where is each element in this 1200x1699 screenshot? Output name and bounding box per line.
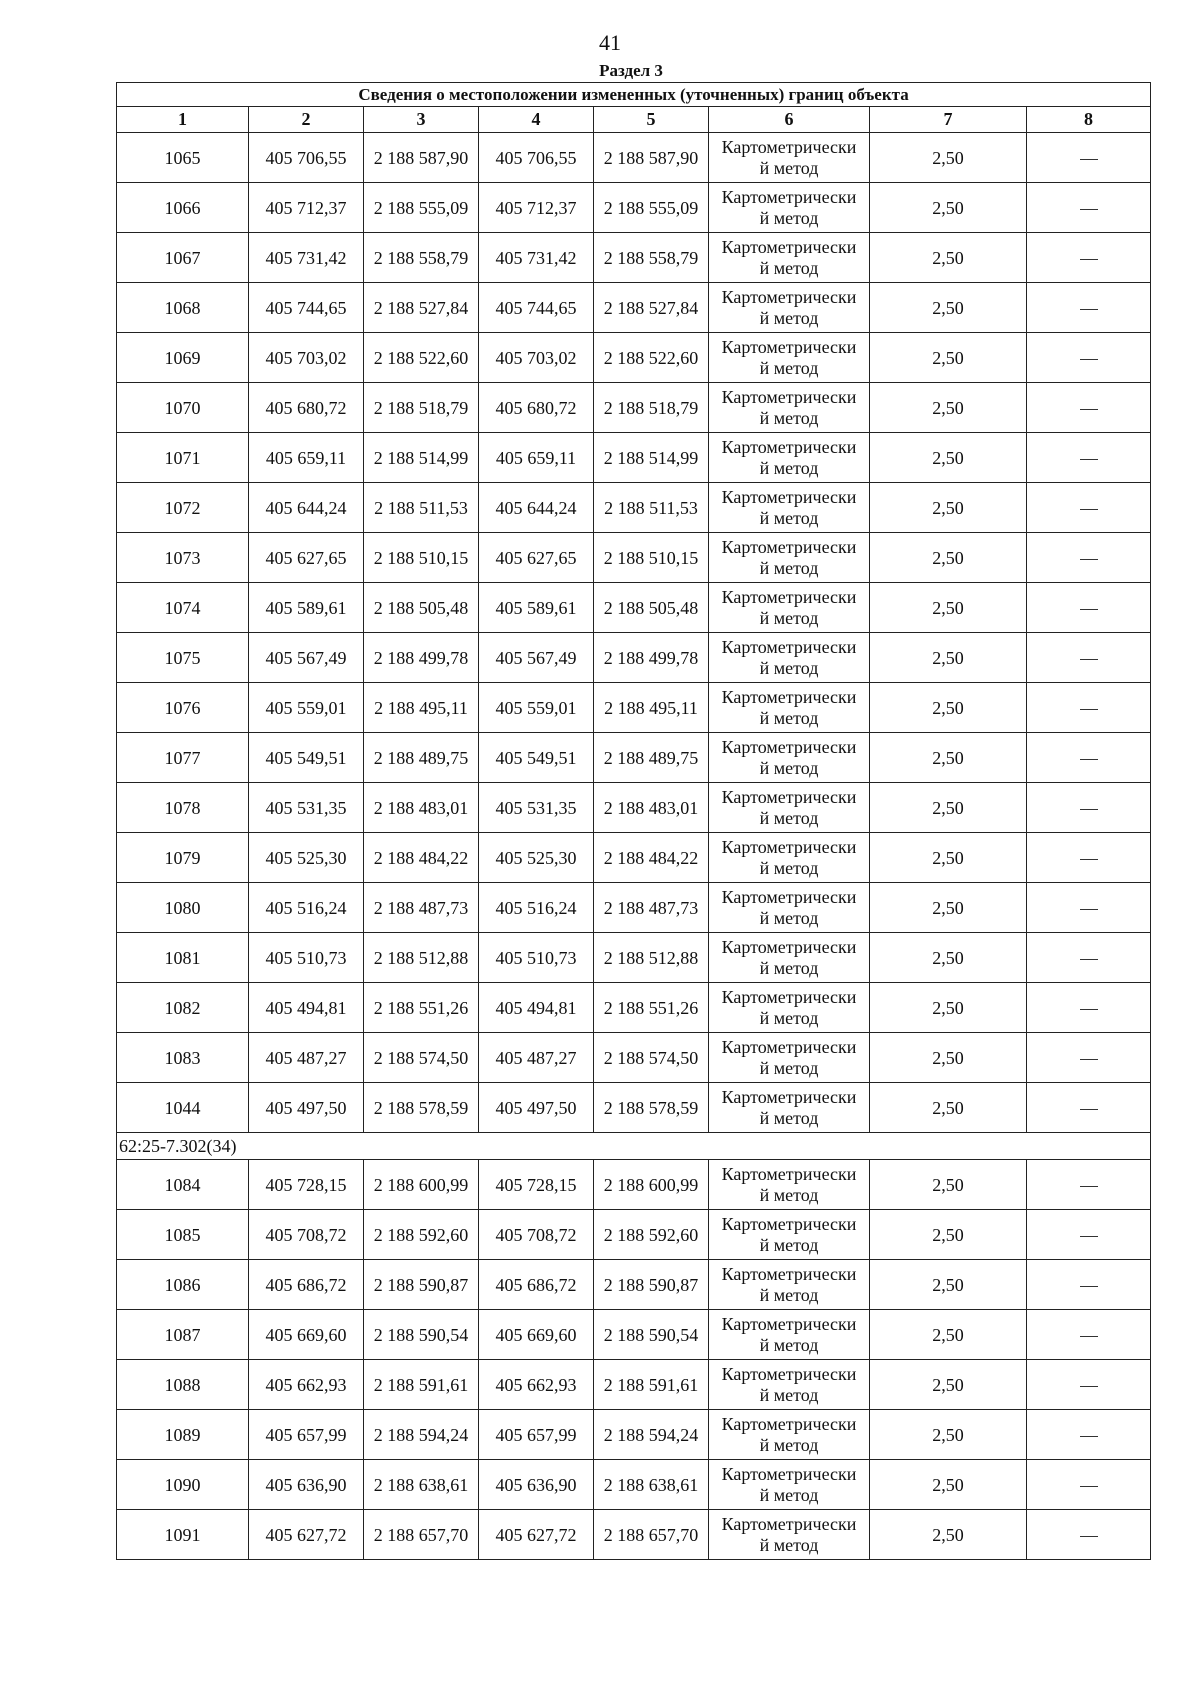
y-coordinate-cell: 2 188 511,53 bbox=[364, 483, 479, 533]
table-row bbox=[117, 683, 1151, 733]
y-coordinate-cell: 2 188 638,61 bbox=[594, 1460, 709, 1510]
y-coordinate-cell: 2 188 600,99 bbox=[364, 1160, 479, 1210]
point-number-cell: 1084 bbox=[117, 1160, 249, 1210]
x-coordinate-cell: 405 659,11 bbox=[479, 433, 594, 483]
x-coordinate-cell: 405 706,55 bbox=[249, 133, 364, 183]
x-coordinate-cell: 405 627,72 bbox=[479, 1510, 594, 1560]
table-row bbox=[117, 1460, 1151, 1510]
dash-mark bbox=[1080, 809, 1098, 810]
x-coordinate-cell: 405 549,51 bbox=[479, 733, 594, 783]
point-number-cell: 1078 bbox=[117, 783, 249, 833]
accuracy-cell: 2,50 bbox=[870, 383, 1027, 433]
dash-mark bbox=[1080, 459, 1098, 460]
page-number: 41 bbox=[599, 30, 621, 55]
x-coordinate-cell: 405 669,60 bbox=[249, 1310, 364, 1360]
y-coordinate-cell: 2 188 657,70 bbox=[594, 1510, 709, 1560]
accuracy-cell: 2,50 bbox=[870, 533, 1027, 583]
method-cell: Картометрически й метод bbox=[709, 133, 870, 183]
y-coordinate-cell: 2 188 512,88 bbox=[364, 933, 479, 983]
description-cell bbox=[1027, 1160, 1151, 1210]
y-coordinate-cell: 2 188 590,54 bbox=[364, 1310, 479, 1360]
y-coordinate-cell: 2 188 499,78 bbox=[364, 633, 479, 683]
dash-mark bbox=[1080, 609, 1098, 610]
table-row bbox=[117, 433, 1151, 483]
x-coordinate-cell: 405 644,24 bbox=[249, 483, 364, 533]
method-cell: Картометрически й метод bbox=[709, 1410, 870, 1460]
x-coordinate-cell: 405 510,73 bbox=[249, 933, 364, 983]
x-coordinate-cell: 405 708,72 bbox=[249, 1210, 364, 1260]
table-row bbox=[117, 183, 1151, 233]
description-cell bbox=[1027, 1510, 1151, 1560]
x-coordinate-cell: 405 703,02 bbox=[479, 333, 594, 383]
point-number-cell: 1070 bbox=[117, 383, 249, 433]
y-coordinate-cell: 2 188 495,11 bbox=[594, 683, 709, 733]
table-row bbox=[117, 583, 1151, 633]
point-number-cell: 1082 bbox=[117, 983, 249, 1033]
method-cell: Картометрически й метод bbox=[709, 683, 870, 733]
method-cell: Картометрически й метод bbox=[709, 1360, 870, 1410]
point-number-cell: 1076 bbox=[117, 683, 249, 733]
section-title: Раздел 3 bbox=[599, 61, 663, 80]
y-coordinate-cell: 2 188 638,61 bbox=[364, 1460, 479, 1510]
x-coordinate-cell: 405 516,24 bbox=[479, 883, 594, 933]
description-cell bbox=[1027, 983, 1151, 1033]
y-coordinate-cell: 2 188 511,53 bbox=[594, 483, 709, 533]
dash-mark bbox=[1080, 559, 1098, 560]
description-cell bbox=[1027, 883, 1151, 933]
accuracy-cell: 2,50 bbox=[870, 983, 1027, 1033]
method-cell: Картометрически й метод bbox=[709, 983, 870, 1033]
column-number: 4 bbox=[479, 107, 594, 133]
dash-mark bbox=[1080, 309, 1098, 310]
description-cell bbox=[1027, 733, 1151, 783]
description-cell bbox=[1027, 683, 1151, 733]
y-coordinate-cell: 2 188 555,09 bbox=[594, 183, 709, 233]
description-cell bbox=[1027, 583, 1151, 633]
x-coordinate-cell: 405 657,99 bbox=[249, 1410, 364, 1460]
accuracy-cell: 2,50 bbox=[870, 633, 1027, 683]
accuracy-cell: 2,50 bbox=[870, 933, 1027, 983]
x-coordinate-cell: 405 525,30 bbox=[249, 833, 364, 883]
group-separator bbox=[117, 1133, 1151, 1160]
method-cell: Картометрически й метод bbox=[709, 533, 870, 583]
y-coordinate-cell: 2 188 483,01 bbox=[594, 783, 709, 833]
x-coordinate-cell: 405 510,73 bbox=[479, 933, 594, 983]
y-coordinate-cell: 2 188 591,61 bbox=[594, 1360, 709, 1410]
x-coordinate-cell: 405 494,81 bbox=[249, 983, 364, 1033]
dash-mark bbox=[1080, 159, 1098, 160]
dash-mark bbox=[1080, 1436, 1098, 1437]
method-cell: Картометрически й метод bbox=[709, 733, 870, 783]
dash-mark bbox=[1080, 1486, 1098, 1487]
method-cell: Картометрически й метод bbox=[709, 383, 870, 433]
description-cell bbox=[1027, 483, 1151, 533]
y-coordinate-cell: 2 188 594,24 bbox=[594, 1410, 709, 1460]
table-row bbox=[117, 733, 1151, 783]
description-cell bbox=[1027, 1033, 1151, 1083]
x-coordinate-cell: 405 744,65 bbox=[479, 283, 594, 333]
method-cell: Картометрически й метод bbox=[709, 1083, 870, 1133]
y-coordinate-cell: 2 188 522,60 bbox=[594, 333, 709, 383]
table-body-group-b bbox=[117, 1160, 1151, 1560]
dash-mark bbox=[1080, 1236, 1098, 1237]
point-number-cell: 1083 bbox=[117, 1033, 249, 1083]
method-cell: Картометрически й метод bbox=[709, 333, 870, 383]
table-row bbox=[117, 1160, 1151, 1210]
dash-mark bbox=[1080, 1009, 1098, 1010]
accuracy-cell: 2,50 bbox=[870, 1360, 1027, 1410]
x-coordinate-cell: 405 728,15 bbox=[479, 1160, 594, 1210]
accuracy-cell: 2,50 bbox=[870, 1410, 1027, 1460]
dash-mark bbox=[1080, 1186, 1098, 1187]
point-number-cell: 1074 bbox=[117, 583, 249, 633]
x-coordinate-cell: 405 731,42 bbox=[479, 233, 594, 283]
y-coordinate-cell: 2 188 510,15 bbox=[594, 533, 709, 583]
y-coordinate-cell: 2 188 495,11 bbox=[364, 683, 479, 733]
accuracy-cell: 2,50 bbox=[870, 1510, 1027, 1560]
description-cell bbox=[1027, 1460, 1151, 1510]
table-body-group-a bbox=[117, 133, 1151, 1133]
dash-mark bbox=[1080, 1286, 1098, 1287]
point-number-cell: 1091 bbox=[117, 1510, 249, 1560]
accuracy-cell: 2,50 bbox=[870, 183, 1027, 233]
table-row bbox=[117, 1083, 1151, 1133]
x-coordinate-cell: 405 669,60 bbox=[479, 1310, 594, 1360]
point-number-cell: 1079 bbox=[117, 833, 249, 883]
column-number: 1 bbox=[117, 107, 249, 133]
y-coordinate-cell: 2 188 555,09 bbox=[364, 183, 479, 233]
point-number-cell: 1086 bbox=[117, 1260, 249, 1310]
dash-mark bbox=[1080, 909, 1098, 910]
accuracy-cell: 2,50 bbox=[870, 583, 1027, 633]
x-coordinate-cell: 405 627,65 bbox=[479, 533, 594, 583]
point-number-cell: 1080 bbox=[117, 883, 249, 933]
point-number-cell: 1087 bbox=[117, 1310, 249, 1360]
table-row bbox=[117, 833, 1151, 883]
dash-mark bbox=[1080, 1109, 1098, 1110]
method-cell: Картометрически й метод bbox=[709, 883, 870, 933]
x-coordinate-cell: 405 662,93 bbox=[249, 1360, 364, 1410]
table-row bbox=[117, 633, 1151, 683]
y-coordinate-cell: 2 188 505,48 bbox=[364, 583, 479, 633]
description-cell bbox=[1027, 1410, 1151, 1460]
method-cell: Картометрически й метод bbox=[709, 1510, 870, 1560]
method-cell: Картометрически й метод bbox=[709, 1460, 870, 1510]
point-number-cell: 1089 bbox=[117, 1410, 249, 1460]
method-cell: Картометрически й метод bbox=[709, 483, 870, 533]
method-cell: Картометрически й метод bbox=[709, 783, 870, 833]
y-coordinate-cell: 2 188 590,87 bbox=[364, 1260, 479, 1310]
description-cell bbox=[1027, 333, 1151, 383]
y-coordinate-cell: 2 188 590,54 bbox=[594, 1310, 709, 1360]
accuracy-cell: 2,50 bbox=[870, 683, 1027, 733]
dash-mark bbox=[1080, 509, 1098, 510]
y-coordinate-cell: 2 188 594,24 bbox=[364, 1410, 479, 1460]
point-number-cell: 1067 bbox=[117, 233, 249, 283]
description-cell bbox=[1027, 433, 1151, 483]
y-coordinate-cell: 2 188 591,61 bbox=[364, 1360, 479, 1410]
accuracy-cell: 2,50 bbox=[870, 1160, 1027, 1210]
method-cell: Картометрически й метод bbox=[709, 1160, 870, 1210]
y-coordinate-cell: 2 188 489,75 bbox=[594, 733, 709, 783]
y-coordinate-cell: 2 188 527,84 bbox=[594, 283, 709, 333]
column-number: 6 bbox=[709, 107, 870, 133]
accuracy-cell: 2,50 bbox=[870, 133, 1027, 183]
table-row bbox=[117, 933, 1151, 983]
y-coordinate-cell: 2 188 499,78 bbox=[594, 633, 709, 683]
table-row bbox=[117, 133, 1151, 183]
description-cell bbox=[1027, 1310, 1151, 1360]
table-row bbox=[117, 383, 1151, 433]
y-coordinate-cell: 2 188 514,99 bbox=[364, 433, 479, 483]
x-coordinate-cell: 405 567,49 bbox=[249, 633, 364, 683]
y-coordinate-cell: 2 188 551,26 bbox=[364, 983, 479, 1033]
accuracy-cell: 2,50 bbox=[870, 833, 1027, 883]
y-coordinate-cell: 2 188 483,01 bbox=[364, 783, 479, 833]
description-cell bbox=[1027, 233, 1151, 283]
x-coordinate-cell: 405 686,72 bbox=[249, 1260, 364, 1310]
dash-mark bbox=[1080, 409, 1098, 410]
x-coordinate-cell: 405 636,90 bbox=[249, 1460, 364, 1510]
table-row bbox=[117, 283, 1151, 333]
column-number: 2 bbox=[249, 107, 364, 133]
x-coordinate-cell: 405 589,61 bbox=[479, 583, 594, 633]
point-number-cell: 1088 bbox=[117, 1360, 249, 1410]
x-coordinate-cell: 405 712,37 bbox=[479, 183, 594, 233]
y-coordinate-cell: 2 188 484,22 bbox=[364, 833, 479, 883]
description-cell bbox=[1027, 183, 1151, 233]
accuracy-cell: 2,50 bbox=[870, 1083, 1027, 1133]
group-label: 62:25-7.302(34) bbox=[117, 1133, 1151, 1160]
column-number: 8 bbox=[1027, 107, 1151, 133]
column-number: 3 bbox=[364, 107, 479, 133]
accuracy-cell: 2,50 bbox=[870, 283, 1027, 333]
accuracy-cell: 2,50 bbox=[870, 1260, 1027, 1310]
y-coordinate-cell: 2 188 592,60 bbox=[594, 1210, 709, 1260]
x-coordinate-cell: 405 728,15 bbox=[249, 1160, 364, 1210]
dash-mark bbox=[1080, 659, 1098, 660]
x-coordinate-cell: 405 525,30 bbox=[479, 833, 594, 883]
description-cell bbox=[1027, 783, 1151, 833]
x-coordinate-cell: 405 531,35 bbox=[249, 783, 364, 833]
x-coordinate-cell: 405 549,51 bbox=[249, 733, 364, 783]
dash-mark bbox=[1080, 1336, 1098, 1337]
description-cell bbox=[1027, 383, 1151, 433]
description-cell bbox=[1027, 1083, 1151, 1133]
y-coordinate-cell: 2 188 587,90 bbox=[594, 133, 709, 183]
accuracy-cell: 2,50 bbox=[870, 1210, 1027, 1260]
x-coordinate-cell: 405 703,02 bbox=[249, 333, 364, 383]
table-row bbox=[117, 883, 1151, 933]
y-coordinate-cell: 2 188 510,15 bbox=[364, 533, 479, 583]
dash-mark bbox=[1080, 959, 1098, 960]
point-number-cell: 1069 bbox=[117, 333, 249, 383]
x-coordinate-cell: 405 644,24 bbox=[479, 483, 594, 533]
x-coordinate-cell: 405 708,72 bbox=[479, 1210, 594, 1260]
y-coordinate-cell: 2 188 505,48 bbox=[594, 583, 709, 633]
method-cell: Картометрически й метод bbox=[709, 933, 870, 983]
method-cell: Картометрически й метод bbox=[709, 583, 870, 633]
point-number-cell: 1081 bbox=[117, 933, 249, 983]
description-cell bbox=[1027, 1210, 1151, 1260]
x-coordinate-cell: 405 636,90 bbox=[479, 1460, 594, 1510]
point-number-cell: 1090 bbox=[117, 1460, 249, 1510]
y-coordinate-cell: 2 188 558,79 bbox=[594, 233, 709, 283]
table-row bbox=[117, 1033, 1151, 1083]
point-number-cell: 1065 bbox=[117, 133, 249, 183]
y-coordinate-cell: 2 188 578,59 bbox=[594, 1083, 709, 1133]
dash-mark bbox=[1080, 1536, 1098, 1537]
y-coordinate-cell: 2 188 574,50 bbox=[594, 1033, 709, 1083]
table-row bbox=[117, 233, 1151, 283]
x-coordinate-cell: 405 497,50 bbox=[479, 1083, 594, 1133]
y-coordinate-cell: 2 188 489,75 bbox=[364, 733, 479, 783]
method-cell: Картометрически й метод bbox=[709, 1033, 870, 1083]
description-cell bbox=[1027, 133, 1151, 183]
point-number-cell: 1085 bbox=[117, 1210, 249, 1260]
x-coordinate-cell: 405 494,81 bbox=[479, 983, 594, 1033]
x-coordinate-cell: 405 497,50 bbox=[249, 1083, 364, 1133]
point-number-cell: 1068 bbox=[117, 283, 249, 333]
x-coordinate-cell: 405 659,11 bbox=[249, 433, 364, 483]
method-cell: Картометрически й метод bbox=[709, 183, 870, 233]
y-coordinate-cell: 2 188 522,60 bbox=[364, 333, 479, 383]
y-coordinate-cell: 2 188 592,60 bbox=[364, 1210, 479, 1260]
description-cell bbox=[1027, 1360, 1151, 1410]
accuracy-cell: 2,50 bbox=[870, 433, 1027, 483]
dash-mark bbox=[1080, 209, 1098, 210]
table-row bbox=[117, 1360, 1151, 1410]
column-number: 7 bbox=[870, 107, 1027, 133]
description-cell bbox=[1027, 533, 1151, 583]
method-cell: Картометрически й метод bbox=[709, 433, 870, 483]
x-coordinate-cell: 405 559,01 bbox=[479, 683, 594, 733]
point-number-cell: 1066 bbox=[117, 183, 249, 233]
method-cell: Картометрически й метод bbox=[709, 1260, 870, 1310]
method-cell: Картометрически й метод bbox=[709, 633, 870, 683]
x-coordinate-cell: 405 531,35 bbox=[479, 783, 594, 833]
accuracy-cell: 2,50 bbox=[870, 1310, 1027, 1360]
y-coordinate-cell: 2 188 487,73 bbox=[364, 883, 479, 933]
dash-mark bbox=[1080, 1059, 1098, 1060]
x-coordinate-cell: 405 627,65 bbox=[249, 533, 364, 583]
x-coordinate-cell: 405 706,55 bbox=[479, 133, 594, 183]
description-cell bbox=[1027, 833, 1151, 883]
y-coordinate-cell: 2 188 527,84 bbox=[364, 283, 479, 333]
table-row bbox=[117, 333, 1151, 383]
point-number-cell: 1073 bbox=[117, 533, 249, 583]
accuracy-cell: 2,50 bbox=[870, 333, 1027, 383]
boundary-coordinates-table bbox=[116, 82, 1151, 1560]
accuracy-cell: 2,50 bbox=[870, 783, 1027, 833]
y-coordinate-cell: 2 188 590,87 bbox=[594, 1260, 709, 1310]
table-row bbox=[117, 983, 1151, 1033]
x-coordinate-cell: 405 589,61 bbox=[249, 583, 364, 633]
accuracy-cell: 2,50 bbox=[870, 1033, 1027, 1083]
y-coordinate-cell: 2 188 587,90 bbox=[364, 133, 479, 183]
point-number-cell: 1077 bbox=[117, 733, 249, 783]
table-row bbox=[117, 533, 1151, 583]
method-cell: Картометрически й метод bbox=[709, 233, 870, 283]
y-coordinate-cell: 2 188 558,79 bbox=[364, 233, 479, 283]
dash-mark bbox=[1080, 1386, 1098, 1387]
point-number-cell: 1044 bbox=[117, 1083, 249, 1133]
method-cell: Картометрически й метод bbox=[709, 283, 870, 333]
y-coordinate-cell: 2 188 518,79 bbox=[364, 383, 479, 433]
y-coordinate-cell: 2 188 487,73 bbox=[594, 883, 709, 933]
x-coordinate-cell: 405 516,24 bbox=[249, 883, 364, 933]
description-cell bbox=[1027, 933, 1151, 983]
y-coordinate-cell: 2 188 512,88 bbox=[594, 933, 709, 983]
y-coordinate-cell: 2 188 574,50 bbox=[364, 1033, 479, 1083]
method-cell: Картометрически й метод bbox=[709, 1210, 870, 1260]
accuracy-cell: 2,50 bbox=[870, 1460, 1027, 1510]
table-row bbox=[117, 1510, 1151, 1560]
point-number-cell: 1075 bbox=[117, 633, 249, 683]
accuracy-cell: 2,50 bbox=[870, 733, 1027, 783]
point-number-cell: 1071 bbox=[117, 433, 249, 483]
x-coordinate-cell: 405 559,01 bbox=[249, 683, 364, 733]
y-coordinate-cell: 2 188 657,70 bbox=[364, 1510, 479, 1560]
y-coordinate-cell: 2 188 518,79 bbox=[594, 383, 709, 433]
description-cell bbox=[1027, 633, 1151, 683]
table-row bbox=[117, 1210, 1151, 1260]
y-coordinate-cell: 2 188 600,99 bbox=[594, 1160, 709, 1210]
x-coordinate-cell: 405 712,37 bbox=[249, 183, 364, 233]
table-caption: Сведения о местоположении измененных (уточненных) границ объекта bbox=[117, 83, 1151, 107]
y-coordinate-cell: 2 188 578,59 bbox=[364, 1083, 479, 1133]
y-coordinate-cell: 2 188 551,26 bbox=[594, 983, 709, 1033]
x-coordinate-cell: 405 680,72 bbox=[249, 383, 364, 433]
x-coordinate-cell: 405 744,65 bbox=[249, 283, 364, 333]
table-row bbox=[117, 1310, 1151, 1360]
dash-mark bbox=[1080, 859, 1098, 860]
dash-mark bbox=[1080, 759, 1098, 760]
accuracy-cell: 2,50 bbox=[870, 483, 1027, 533]
x-coordinate-cell: 405 731,42 bbox=[249, 233, 364, 283]
accuracy-cell: 2,50 bbox=[870, 883, 1027, 933]
dash-mark bbox=[1080, 359, 1098, 360]
method-cell: Картометрически й метод bbox=[709, 833, 870, 883]
y-coordinate-cell: 2 188 484,22 bbox=[594, 833, 709, 883]
accuracy-cell: 2,50 bbox=[870, 233, 1027, 283]
description-cell bbox=[1027, 1260, 1151, 1310]
x-coordinate-cell: 405 487,27 bbox=[479, 1033, 594, 1083]
table-row bbox=[117, 1410, 1151, 1460]
x-coordinate-cell: 405 680,72 bbox=[479, 383, 594, 433]
method-cell: Картометрически й метод bbox=[709, 1310, 870, 1360]
table-row bbox=[117, 1260, 1151, 1310]
dash-mark bbox=[1080, 259, 1098, 260]
description-cell bbox=[1027, 283, 1151, 333]
column-number: 5 bbox=[594, 107, 709, 133]
x-coordinate-cell: 405 487,27 bbox=[249, 1033, 364, 1083]
x-coordinate-cell: 405 662,93 bbox=[479, 1360, 594, 1410]
point-number-cell: 1072 bbox=[117, 483, 249, 533]
x-coordinate-cell: 405 627,72 bbox=[249, 1510, 364, 1560]
table-row bbox=[117, 483, 1151, 533]
x-coordinate-cell: 405 567,49 bbox=[479, 633, 594, 683]
x-coordinate-cell: 405 657,99 bbox=[479, 1410, 594, 1460]
dash-mark bbox=[1080, 709, 1098, 710]
table-row bbox=[117, 783, 1151, 833]
y-coordinate-cell: 2 188 514,99 bbox=[594, 433, 709, 483]
x-coordinate-cell: 405 686,72 bbox=[479, 1260, 594, 1310]
